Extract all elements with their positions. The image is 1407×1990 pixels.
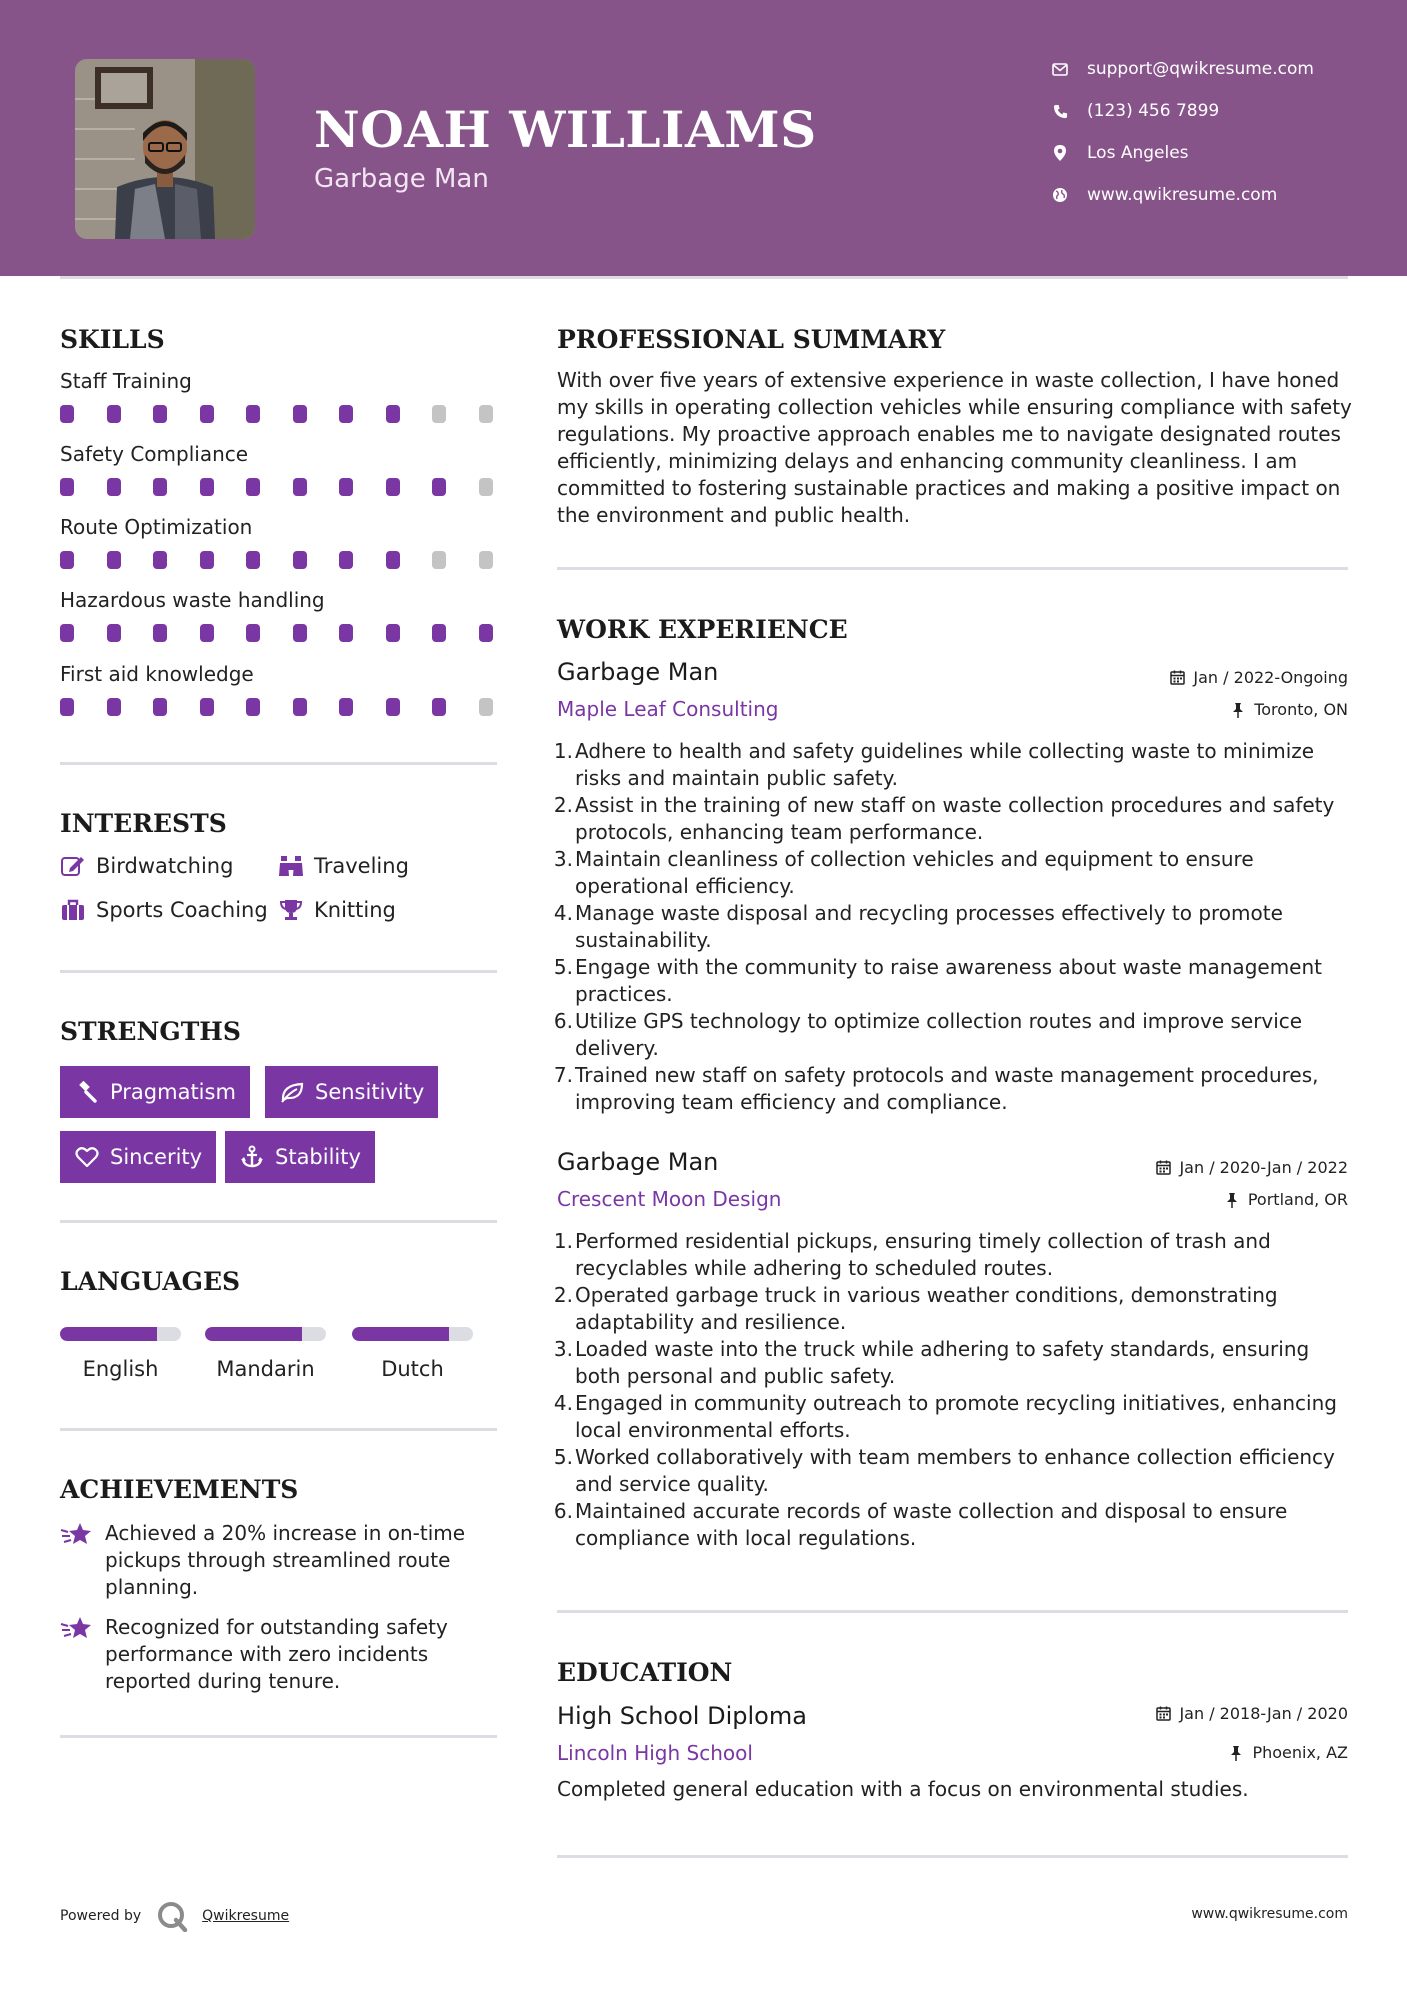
achievement-text: Recognized for outstanding safety performance with zero incidents reported during tenure. [105, 1615, 448, 1693]
strength-label: Stability [275, 1145, 361, 1169]
section-divider [557, 567, 1348, 570]
rating-dot-filled [60, 624, 74, 642]
rating-dot-filled [246, 405, 260, 423]
rating-dot-filled [153, 624, 167, 642]
strength-tag [225, 1131, 375, 1183]
interest-item [278, 897, 396, 923]
rating-dot-filled [293, 551, 307, 569]
language-level-fill [60, 1327, 157, 1341]
gavel-icon [74, 1079, 100, 1105]
interest-label: Traveling [314, 854, 409, 878]
achievement-text: Achieved a 20% increase in on-time pickups through streamlined route planning. [105, 1521, 466, 1599]
rating-dot-filled [153, 698, 167, 716]
rating-dot-filled [339, 478, 353, 496]
responsibility-item: 1. Adhere to health and safety guidelines while collecting waste to minimize risks and maintain public safety. [553, 739, 1315, 790]
footer-url[interactable]: www.qwikresume.com [1191, 1906, 1348, 1922]
shooting-star-icon [60, 1520, 94, 1550]
education-location [1228, 1743, 1348, 1762]
rating-dot-filled [246, 624, 260, 642]
skill-rating [60, 551, 500, 569]
rating-dot-filled [293, 478, 307, 496]
section-divider [60, 970, 497, 973]
rating-dot-filled [293, 698, 307, 716]
rating-dot-filled [107, 551, 121, 569]
education-location-text: Phoenix, AZ [1252, 1743, 1348, 1762]
rating-dot-filled [200, 405, 214, 423]
responsibility-item: 3. Loaded waste into the truck while adhering to safety standards, ensuring both personal and public safety. [553, 1337, 1310, 1388]
rating-dot-filled [386, 478, 400, 496]
language-name: Mandarin [216, 1357, 315, 1381]
skill-name: Staff Training [60, 369, 192, 393]
resume-header [0, 0, 1407, 276]
language-level-fill [352, 1327, 449, 1341]
responsibility-item: 6. Utilize GPS technology to optimize collection routes and improve service delivery. [553, 1009, 1303, 1060]
qwikresume-link[interactable]: Qwikresume [202, 1908, 290, 1924]
rating-dot-filled [386, 624, 400, 642]
language-level-bar [60, 1327, 181, 1341]
responsibility-item: 2. Assist in the training of new staff on waste collection procedures and safety protocols, enhancing team performance. [553, 793, 1335, 844]
responsibility-item: 2. Operated garbage truck in various weather conditions, demonstrating adaptability and resilience. [553, 1283, 1278, 1334]
education-dates-text: Jan / 2018-Jan / 2020 [1179, 1704, 1348, 1723]
rating-dot-filled [339, 698, 353, 716]
interest-label: Knitting [314, 898, 396, 922]
section-divider [557, 1610, 1348, 1613]
rating-dot-filled [153, 405, 167, 423]
education-school: Lincoln High School [557, 1741, 753, 1765]
summary-title: PROFESSIONAL SUMMARY [557, 325, 946, 354]
rating-dot-filled [200, 551, 214, 569]
skill-rating [60, 478, 500, 496]
section-divider [60, 1735, 497, 1738]
interest-item [278, 853, 409, 879]
interest-item [60, 897, 268, 923]
job-responsibilities [553, 1228, 1357, 1552]
language-level-fill [205, 1327, 302, 1341]
job-location [1230, 700, 1348, 719]
shooting-star-icon [60, 1614, 94, 1644]
pushpin-icon [1224, 1192, 1240, 1208]
job-company: Crescent Moon Design [557, 1187, 782, 1211]
rating-dot-filled [386, 551, 400, 569]
rating-dot-filled [107, 405, 121, 423]
rating-dot-filled [153, 551, 167, 569]
section-divider [557, 1855, 1348, 1858]
skills-title: SKILLS [60, 325, 165, 354]
skill-rating [60, 698, 500, 716]
language-name: Dutch [381, 1357, 444, 1381]
job-dates-text: Jan / 2022-Ongoing [1193, 668, 1348, 687]
rating-dot-empty [479, 698, 493, 716]
skill-name: First aid knowledge [60, 662, 254, 686]
language-level-bar [352, 1327, 473, 1341]
responsibility-item: 5. Worked collaboratively with team members to enhance collection efficiency and service quality. [553, 1445, 1335, 1496]
rating-dot-filled [107, 478, 121, 496]
rating-dot-filled [200, 698, 214, 716]
interest-item [60, 853, 233, 879]
pencil-square-icon [60, 853, 86, 879]
responsibility-item: 4. Manage waste disposal and recycling processes effectively to promote sustainability. [553, 901, 1283, 952]
job-title: Garbage Man [557, 658, 719, 686]
education-description: Completed general education with a focus on environmental studies. [557, 1777, 1249, 1801]
rating-dot-filled [386, 405, 400, 423]
candidate-name: NOAH WILLIAMS [314, 100, 817, 159]
pushpin-icon [1228, 1745, 1244, 1761]
powered-by-label: Powered by [60, 1908, 142, 1924]
section-divider [60, 1428, 497, 1431]
rating-dot-filled [200, 478, 214, 496]
responsibility-item: 5. Engage with the community to raise awareness about waste management practices. [553, 955, 1322, 1006]
anchor-icon [239, 1144, 265, 1170]
contact-phone-text: (123) 456 7899 [1087, 101, 1220, 121]
job-dates [1155, 1158, 1348, 1177]
achievement-item [60, 1614, 500, 1695]
rating-dot-filled [60, 551, 74, 569]
binoculars-icon [278, 853, 304, 879]
strength-tag [265, 1066, 438, 1118]
contact-location [1050, 138, 1380, 168]
rating-dot-filled [107, 624, 121, 642]
rating-dot-filled [479, 624, 493, 642]
rating-dot-filled [339, 624, 353, 642]
job-company: Maple Leaf Consulting [557, 697, 779, 721]
rating-dot-filled [339, 551, 353, 569]
trophy-icon [278, 897, 304, 923]
job-dates-text: Jan / 2020-Jan / 2022 [1179, 1158, 1348, 1177]
contact-location-text: Los Angeles [1087, 143, 1189, 163]
interest-label: Birdwatching [96, 854, 234, 878]
language-name: English [82, 1357, 159, 1381]
rating-dot-empty [432, 551, 446, 569]
rating-dot-filled [293, 405, 307, 423]
responsibility-item: 6. Maintained accurate records of waste collection and disposal to ensure compliance with local regulations. [553, 1499, 1288, 1550]
powered-by[interactable] [60, 1900, 289, 1932]
map-marker-icon [1050, 143, 1070, 163]
skill-rating [60, 405, 500, 423]
contact-website[interactable] [1050, 180, 1380, 210]
envelope-icon [1050, 59, 1070, 79]
skill-name: Safety Compliance [60, 442, 249, 466]
contact-email-text: support@qwikresume.com [1087, 59, 1314, 79]
job-location-text: Toronto, ON [1254, 700, 1348, 719]
header-divider [60, 276, 1348, 279]
rating-dot-filled [60, 405, 74, 423]
section-divider [60, 1220, 497, 1223]
interest-label: Sports Coaching [96, 898, 268, 922]
rating-dot-filled [246, 698, 260, 716]
strength-label: Pragmatism [110, 1080, 236, 1104]
job-location [1224, 1190, 1348, 1209]
briefcase-icon [60, 897, 86, 923]
education-title: EDUCATION [557, 1658, 733, 1687]
rating-dot-empty [479, 551, 493, 569]
summary-text: With over five years of extensive experience in waste collection, I have honed my skills in operating collection vehicles while ensuring compliance with safety regulations. My proactive approach enables me to navigate designated routes efficiently, minimizing delays and enhancing community cleanliness. I am committed to fostering sustainable practices and making a positive impact on the environment and public health. [557, 368, 1352, 527]
leaf-icon [279, 1079, 305, 1105]
rating-dot-filled [293, 624, 307, 642]
qwikresume-logo-icon [156, 1900, 188, 1932]
calendar-icon [1169, 670, 1185, 686]
strength-tag [60, 1131, 216, 1183]
candidate-title: Garbage Man [314, 164, 489, 194]
rating-dot-empty [479, 405, 493, 423]
job-location-text: Portland, OR [1247, 1190, 1348, 1209]
calendar-icon [1155, 1160, 1171, 1176]
contact-email[interactable] [1050, 54, 1380, 84]
education-dates [1155, 1704, 1348, 1723]
contact-website-text: www.qwikresume.com [1087, 185, 1278, 205]
interests-title: INTERESTS [60, 809, 227, 838]
heart-icon [74, 1144, 100, 1170]
rating-dot-filled [386, 698, 400, 716]
section-divider [60, 762, 497, 765]
skill-name: Hazardous waste handling [60, 588, 325, 612]
phone-icon [1050, 101, 1070, 121]
strength-label: Sensitivity [315, 1080, 425, 1104]
calendar-icon [1155, 1706, 1171, 1722]
responsibility-item: 1. Performed residential pickups, ensuring timely collection of trash and recyclables while adhering to scheduled routes. [553, 1229, 1271, 1280]
rating-dot-filled [432, 698, 446, 716]
job-dates [1169, 668, 1348, 687]
strengths-title: STRENGTHS [60, 1017, 241, 1046]
rating-dot-filled [339, 405, 353, 423]
rating-dot-filled [107, 698, 121, 716]
rating-dot-filled [153, 478, 167, 496]
rating-dot-filled [246, 551, 260, 569]
pushpin-icon [1230, 702, 1246, 718]
rating-dot-filled [246, 478, 260, 496]
profile-photo [75, 59, 255, 239]
strength-label: Sincerity [110, 1145, 203, 1169]
language-level-bar [205, 1327, 326, 1341]
responsibility-item: 4. Engaged in community outreach to promote recycling initiatives, enhancing local environmental efforts. [553, 1391, 1337, 1442]
rating-dot-filled [432, 624, 446, 642]
contact-phone[interactable] [1050, 96, 1380, 126]
rating-dot-filled [432, 478, 446, 496]
strength-tag [60, 1066, 250, 1118]
responsibility-item: 7. Trained new staff on safety protocols and waste management procedures, improving team efficiency and compliance. [553, 1063, 1319, 1114]
skill-rating [60, 624, 500, 642]
achievements-title: ACHIEVEMENTS [60, 1475, 299, 1504]
rating-dot-empty [432, 405, 446, 423]
languages-title: LANGUAGES [60, 1267, 241, 1296]
job-responsibilities [553, 738, 1357, 1116]
job-title: Garbage Man [557, 1148, 719, 1176]
responsibility-item: 3. Maintain cleanliness of collection vehicles and equipment to ensure operational efficiency. [553, 847, 1254, 898]
globe-icon [1050, 185, 1070, 205]
rating-dot-filled [200, 624, 214, 642]
education-degree: High School Diploma [557, 1702, 807, 1730]
achievement-item [60, 1520, 500, 1601]
rating-dot-filled [60, 478, 74, 496]
rating-dot-filled [60, 698, 74, 716]
experience-title: WORK EXPERIENCE [557, 615, 848, 644]
skill-name: Route Optimization [60, 515, 253, 539]
rating-dot-empty [479, 478, 493, 496]
